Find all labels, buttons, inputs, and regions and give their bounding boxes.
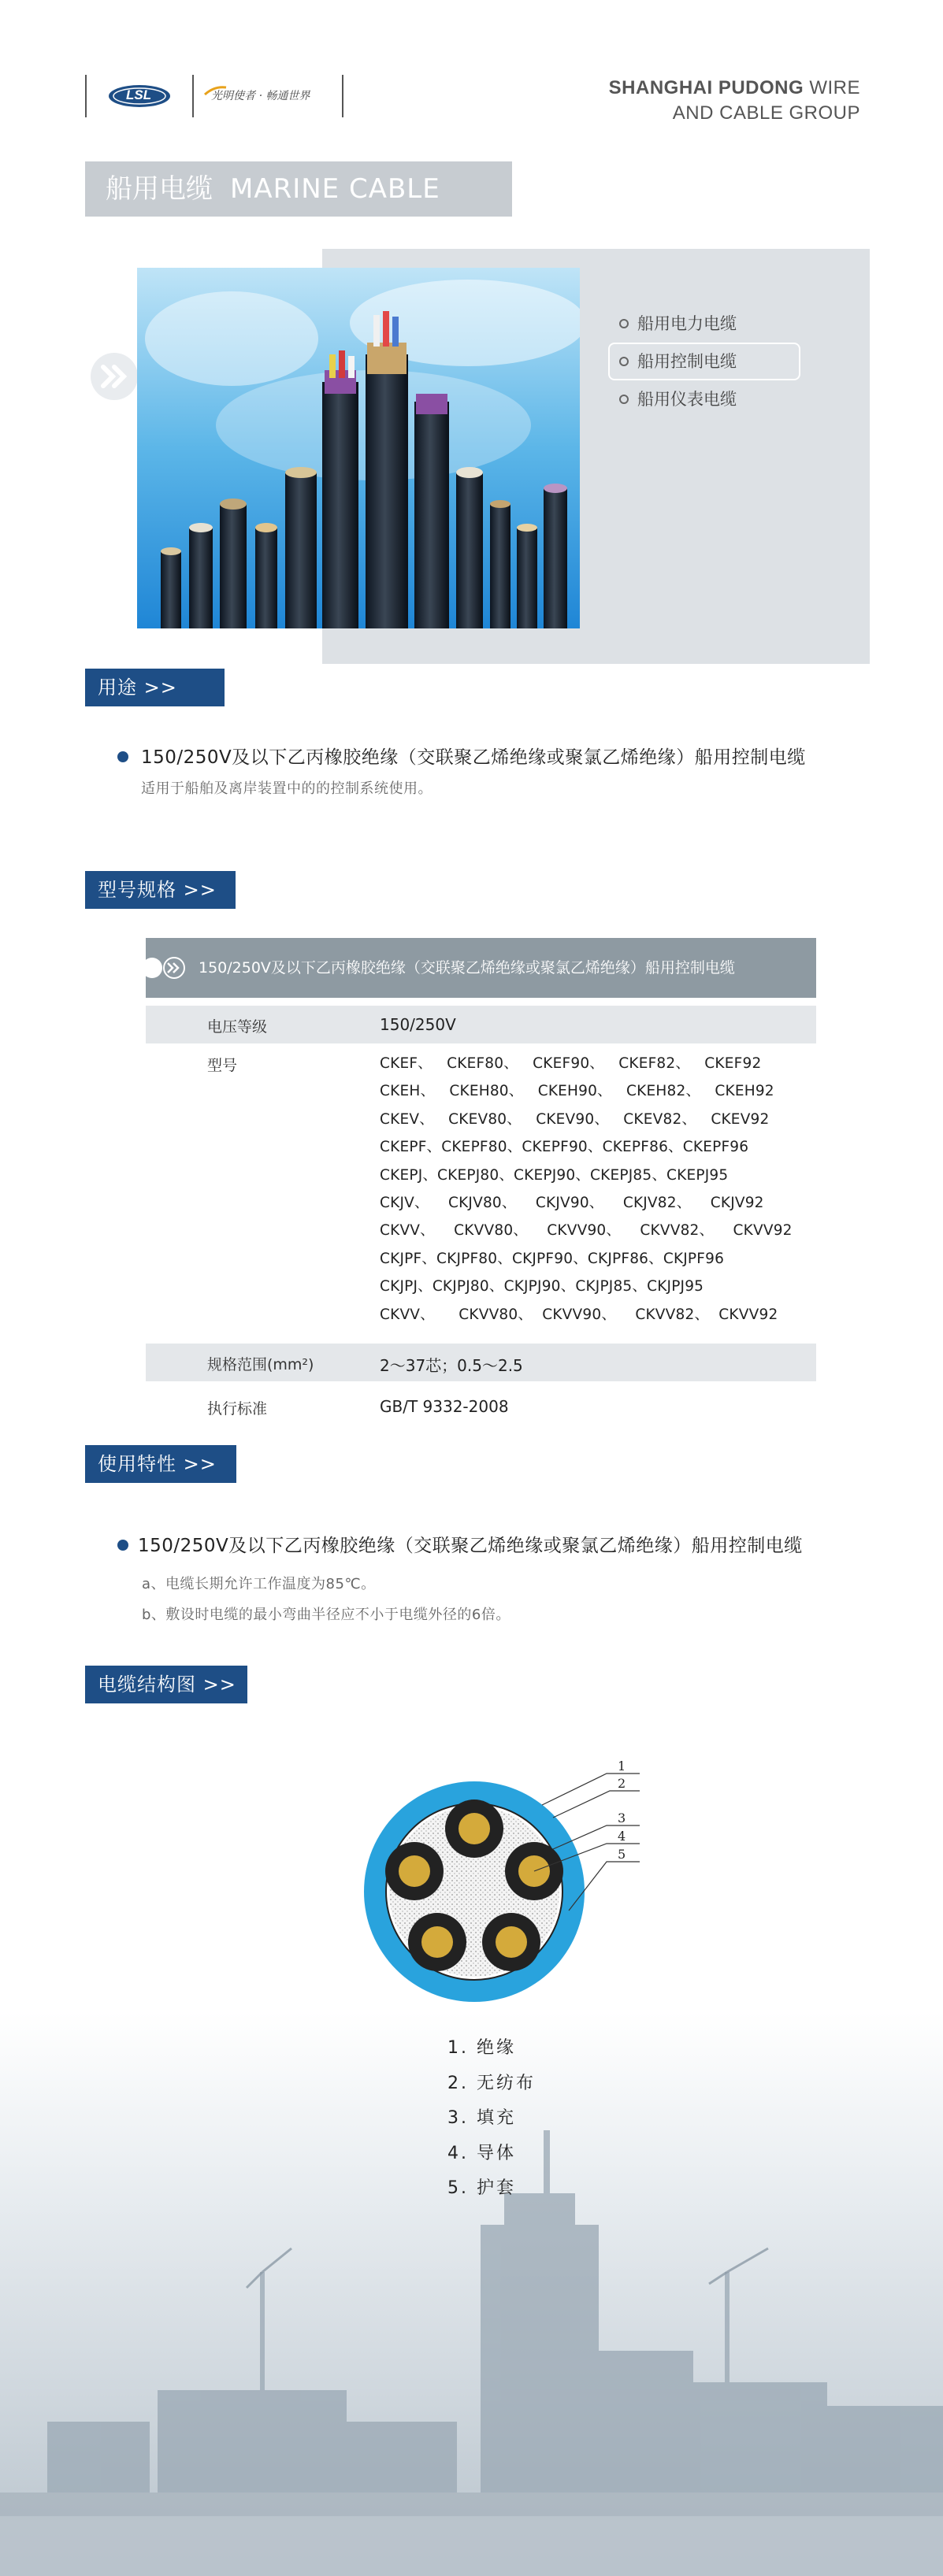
page-title-zh: 船用电缆 (106, 173, 213, 205)
company-name-bold: SHANGHAI PUDONG (608, 77, 804, 98)
feature-item: b、敷设时电缆的最小弯曲半径应不小于电缆外径的6倍。 (142, 1607, 510, 1623)
model-line: CKVV、 CKVV80、 CKVV90、 CKVV82、 CKVV92 (380, 1306, 778, 1323)
circle-bullet-icon (619, 357, 629, 366)
bullet-dot-icon (117, 1540, 128, 1551)
voltage-value: 150/250V (380, 1015, 456, 1034)
model-line: CKJPJ、CKJPJ80、CKJPJ90、CKJPJ85、CKJPJ95 (380, 1278, 704, 1295)
menu-item-label: 船用电力电缆 (637, 314, 737, 333)
usage-lead: 150/250V及以下乙丙橡胶绝缘（交联聚乙烯绝缘或聚氯乙烯绝缘）船用控制电缆 (141, 747, 806, 768)
brand-logo (85, 75, 345, 122)
circle-bullet-icon (619, 395, 629, 404)
legend-item: 1. 绝缘 (447, 2038, 516, 2058)
voltage-label: 电压等级 (207, 1018, 268, 1036)
company-name (609, 76, 860, 126)
model-line: CKJV、 CKJV80、 CKJV90、 CKJV82、 CKJV92 (380, 1194, 764, 1211)
legend-item: 2. 无纺布 (447, 2073, 536, 2093)
features-lead: 150/250V及以下乙丙橡胶绝缘（交联聚乙烯绝缘或聚氯乙烯绝缘）船用控制电缆 (138, 1536, 803, 1556)
menu-item-label: 船用仪表电缆 (637, 390, 737, 409)
callout-number: 5 (618, 1847, 626, 1862)
company-name-line2: AND CABLE GROUP (672, 102, 860, 124)
menu-item-power-cable[interactable] (611, 305, 800, 343)
callout-number: 2 (618, 1776, 626, 1791)
page-title-en: MARINE CABLE (230, 173, 440, 205)
usage-description: 适用于船舶及离岸装置中的的控制系统使用。 (141, 780, 433, 797)
menu-item-instrument-cable[interactable] (611, 380, 800, 418)
legend-item: 4. 导体 (447, 2143, 516, 2163)
callout-number: 1 (618, 1759, 626, 1774)
section-heading-spec: 型号规格 >> (85, 871, 236, 909)
model-label: 型号 (207, 1057, 238, 1074)
feature-item: a、电缆长期允许工作温度为85℃。 (142, 1576, 376, 1592)
cable-product-photo (137, 268, 580, 628)
structure-legend (447, 2034, 536, 2210)
cable-cross-section-diagram (347, 1756, 646, 2024)
spec-table-title: 150/250V及以下乙丙橡胶绝缘（交联聚乙烯绝缘或聚氯乙烯绝缘）船用控制电缆 (146, 938, 816, 998)
logo-divider (192, 75, 194, 117)
standard-label: 执行标准 (207, 1400, 268, 1418)
range-value: 2～37芯；0.5～2.5 (380, 1356, 523, 1375)
section-heading-usage: 用途 >> (85, 669, 225, 706)
logo-text: LSL (126, 87, 152, 102)
standard-value: GB/T 9332-2008 (380, 1397, 509, 1416)
menu-item-control-cable[interactable] (608, 343, 800, 380)
model-line: CKJPF、CKJPF80、CKJPF90、CKJPF86、CKJPF96 (380, 1250, 725, 1267)
model-line: CKEV、 CKEV80、 CKEV90、 CKEV82、 CKEV92 (380, 1110, 770, 1128)
model-list (380, 1050, 793, 1329)
company-name-rest: WIRE (804, 77, 860, 98)
bullet-dot-icon (117, 751, 128, 762)
page-title (85, 161, 512, 217)
circle-bullet-icon (619, 319, 629, 328)
model-line: CKVV、 CKVV80、 CKVV90、 CKVV82、 CKVV92 (380, 1222, 793, 1240)
slogan: 光明使者 · 畅通世界 (211, 90, 310, 102)
logo-divider (342, 75, 343, 117)
legend-item: 3. 填充 (447, 2108, 516, 2128)
menu-item-label: 船用控制电缆 (637, 352, 737, 371)
callout-number: 4 (618, 1829, 626, 1844)
model-line: CKEPJ、CKEPJ80、CKEPJ90、CKEPJ85、CKEPJ95 (380, 1166, 729, 1184)
section-heading-features: 使用特性 >> (85, 1445, 236, 1483)
model-line: CKEH、 CKEH80、 CKEH90、 CKEH82、 CKEH92 (380, 1083, 774, 1100)
callout-number: 3 (618, 1811, 626, 1825)
range-label: 规格范围(mm²) (207, 1356, 314, 1373)
section-heading-structure: 电缆结构图 >> (85, 1666, 247, 1703)
arrow-right-icon[interactable] (89, 351, 139, 402)
double-arrow-icon (141, 957, 185, 979)
logo-divider (85, 75, 87, 117)
legend-item: 5. 护套 (447, 2178, 516, 2198)
model-line: CKEF、 CKEF80、 CKEF90、 CKEF82、 CKEF92 (380, 1055, 762, 1072)
category-menu (611, 305, 800, 418)
model-line: CKEPF、CKEPF80、CKEPF90、CKEPF86、CKEPF96 (380, 1139, 749, 1156)
